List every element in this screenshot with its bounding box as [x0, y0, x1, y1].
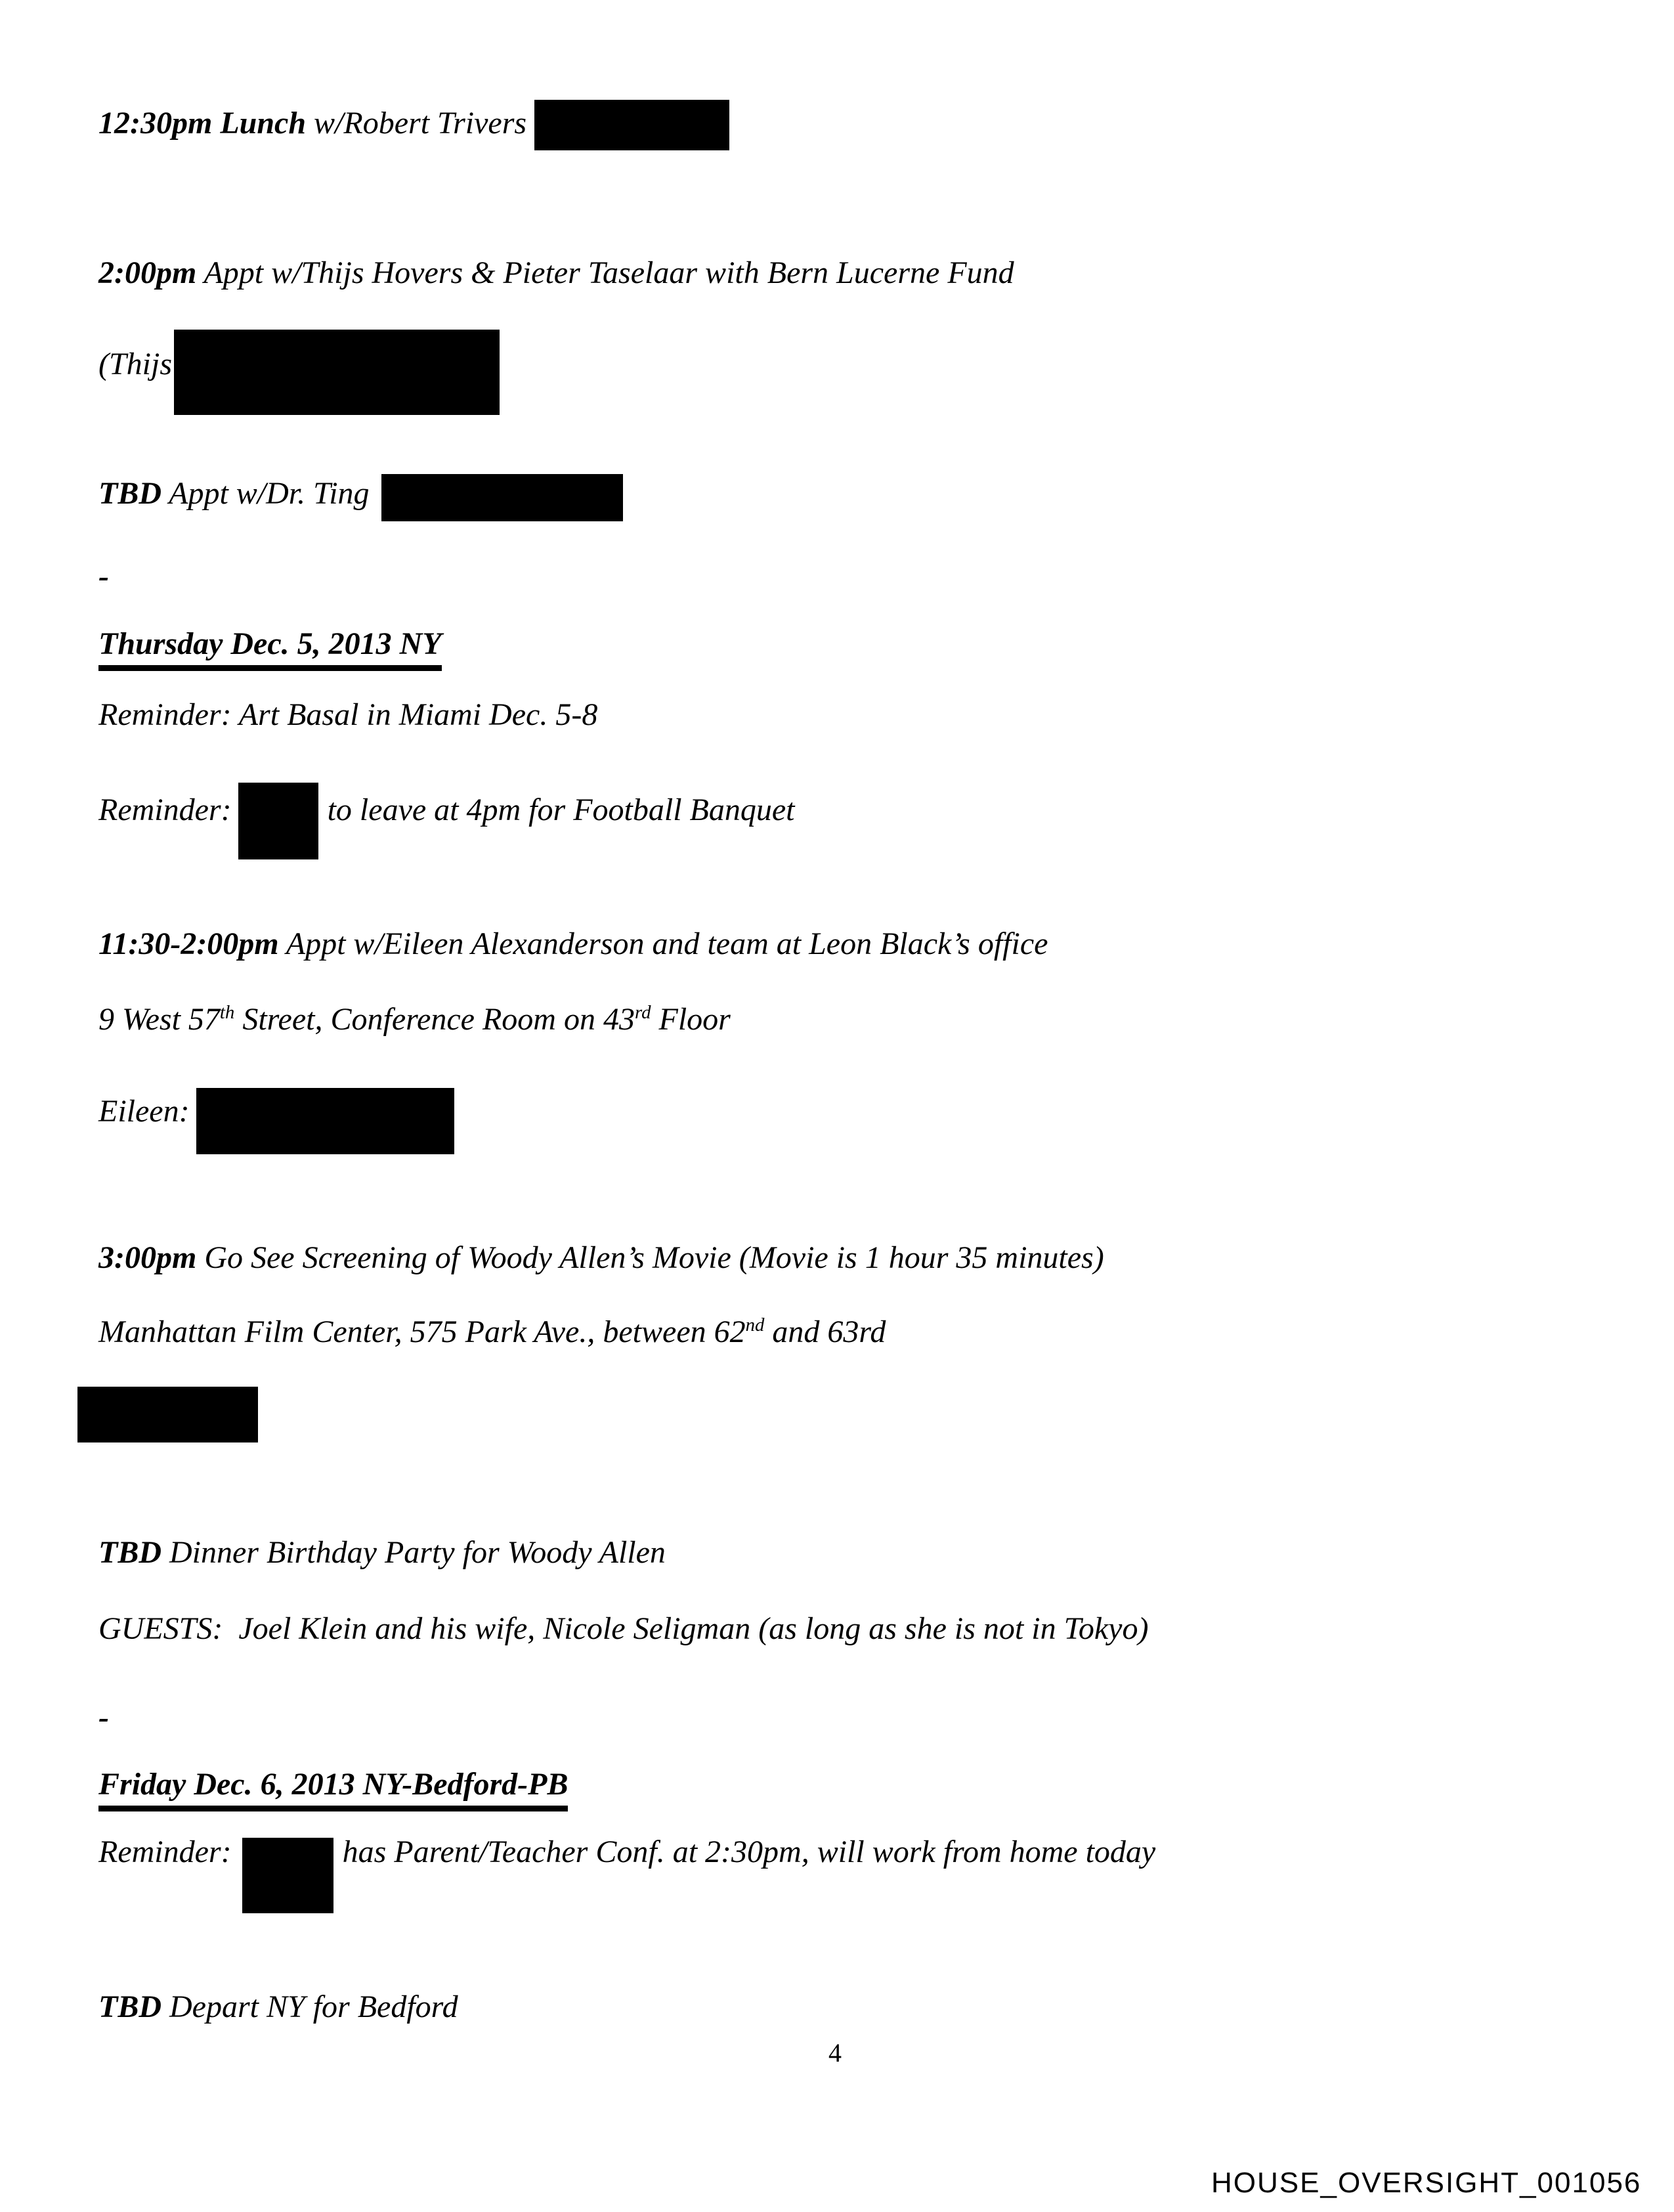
- entry-text: Appt w/Eileen Alexanderson and team at Leon Black’s office: [278, 926, 1048, 961]
- entry-time-label: 3:00pm: [98, 1240, 197, 1275]
- day-header-friday: [98, 1769, 568, 1800]
- contact-label: Eileen:: [98, 1094, 190, 1129]
- redaction-box: [534, 100, 729, 150]
- schedule-entry-lunch: [98, 100, 729, 150]
- address-text: 9 West 57: [98, 1002, 220, 1037]
- ordinal-suffix: nd: [745, 1314, 765, 1335]
- separator-dash: -: [98, 559, 109, 594]
- day-header-text: Friday Dec. 6, 2013 NY-Bedford-PB: [98, 1767, 568, 1811]
- reminder-text: has Parent/Teacher Conf. at 2:30pm, will work from home today: [342, 1834, 1156, 1869]
- schedule-entry-appt-2pm: [98, 257, 1014, 289]
- bates-stamp: HOUSE_OVERSIGHT_001056: [1211, 2167, 1642, 2199]
- reminder-text: Art Basal in Miami Dec. 5-8: [231, 697, 598, 732]
- schedule-entry-dinner: [98, 1537, 666, 1569]
- entry-text: Appt w/Dr. Ting: [161, 476, 377, 511]
- contact-eileen: [98, 1088, 454, 1154]
- schedule-entry-eileen-appt: [98, 928, 1048, 960]
- redaction-box: [238, 783, 318, 859]
- address-line: [98, 1004, 731, 1035]
- guests-label: GUESTS:: [98, 1611, 223, 1646]
- page-number: 4: [828, 2038, 842, 2068]
- reminder-label: Reminder:: [98, 697, 232, 732]
- reminder-text: to leave at 4pm for Football Banquet: [327, 792, 795, 827]
- reminder-label: Reminder:: [98, 1834, 232, 1869]
- venue-line: [98, 1316, 886, 1348]
- entry-text: w/Robert Trivers: [306, 106, 535, 141]
- address-text: Street, Conference Room on 43: [234, 1002, 635, 1037]
- entry-time-label: 2:00pm: [98, 255, 197, 290]
- redaction-box: [196, 1088, 454, 1154]
- entry-text: Go See Screening of Woody Allen’s Movie (Movie is 1 hour 35 minutes): [196, 1240, 1104, 1275]
- reminder-label: Reminder:: [98, 792, 232, 827]
- venue-text: Manhattan Film Center, 575 Park Ave., between 62: [98, 1314, 746, 1349]
- separator-dash: -: [98, 1700, 109, 1735]
- reminder-parent-teacher: [98, 1836, 1155, 1913]
- entry-text: Depart NY for Bedford: [161, 1989, 458, 2024]
- reminder-art-basal: [98, 699, 597, 731]
- guests-text: Joel Klein and his wife, Nicole Seligman (as long as she is not in Tokyo): [223, 1611, 1149, 1646]
- entry-time-label: TBD: [98, 1535, 161, 1570]
- schedule-entry-depart: [98, 1991, 458, 2023]
- redaction-box: [381, 474, 623, 521]
- schedule-entry-screening: [98, 1242, 1104, 1274]
- day-header-thursday: [98, 628, 442, 660]
- reminder-football-banquet: [98, 783, 794, 859]
- schedule-entry-dr-ting: [98, 474, 623, 521]
- day-header-text: Thursday Dec. 5, 2013 NY: [98, 626, 442, 671]
- entry-time-label: 11:30-2:00pm: [98, 926, 279, 961]
- entry-text: Appt w/Thijs Hovers & Pieter Taselaar with Bern Lucerne Fund: [196, 255, 1014, 290]
- redaction-box: [77, 1387, 258, 1442]
- entry-text: (Thijs: [98, 347, 173, 381]
- redaction-box: [174, 330, 500, 415]
- ordinal-suffix: th: [219, 1002, 235, 1023]
- entry-text: Dinner Birthday Party for Woody Allen: [161, 1535, 666, 1570]
- entry-time-label: TBD: [98, 1989, 161, 2024]
- schedule-entry-thijs-contact: [98, 330, 500, 415]
- entry-time-label: TBD: [98, 476, 161, 511]
- guests-line: [98, 1613, 1148, 1645]
- venue-text: and 63rd: [764, 1314, 886, 1349]
- redaction-box: [242, 1838, 333, 1913]
- entry-time-label: 12:30pm Lunch: [98, 106, 307, 141]
- address-text: Floor: [651, 1002, 731, 1037]
- ordinal-suffix: rd: [634, 1002, 651, 1023]
